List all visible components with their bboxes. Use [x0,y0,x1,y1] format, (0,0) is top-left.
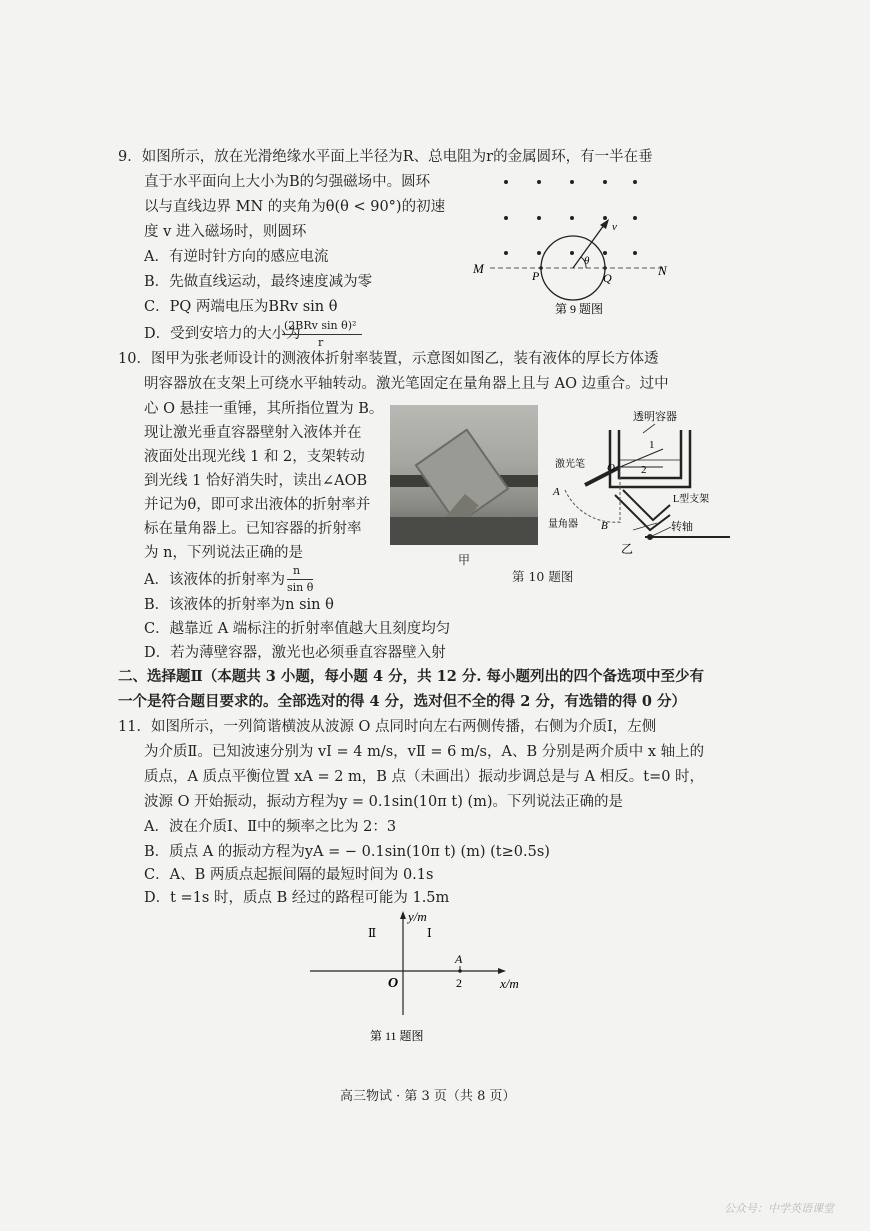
q11-option-a: A．波在介质Ⅰ、Ⅱ中的频率之比为 2：3 [144,819,397,835]
q10-line-8: 标在量角器上。已知容器的折射率 [144,521,362,537]
q10-line-3: 心 O 悬挂一重锤，其所指位置为 B。 [144,401,384,417]
q9-line-4: 度 v 进入磁场时，则圆环 [144,224,307,240]
q10-line-9: 为 n，下列说法正确的是 [144,545,303,561]
q9-line-2: 直于水平面向上大小为B的匀强磁场中。圆环 [144,174,431,190]
label-yi: 乙 [621,542,634,556]
label-v: v [612,221,617,233]
label-q: Q [603,271,612,285]
medium-1-label: Ⅰ [427,926,432,940]
ray-2-label: 2 [641,464,647,476]
label-container: 透明容器 [633,411,677,423]
label-jia: 甲 [458,553,471,567]
q9-option-c: C．PQ 两端电压为BRv sin θ [144,299,338,315]
origin-label: O [388,976,399,991]
q10-option-b: B．该液体的折射率为n sin θ [144,597,334,613]
medium-2-label: Ⅱ [368,926,377,940]
label-theta: θ [584,255,590,267]
velocity-arrow-head [600,219,609,229]
tick-2-label: 2 [456,976,462,990]
q9-option-a: A．有逆时针方向的感应电流 [144,249,329,265]
q10-a-denominator: sin θ [287,581,314,594]
q11-line-2: 为介质Ⅱ。已知波速分别为 vⅠ = 4 m/s，vⅡ = 6 m/s，A、B 分别是两介质中 x 轴上的 [144,744,705,760]
q10-schematic-yi [545,405,730,565]
y-axis-label: y/m [408,909,427,924]
label-n: N [658,263,667,278]
protractor-arc [565,490,620,522]
q11-figure [300,905,540,1055]
q10-line-1: 10．图甲为张老师设计的测液体折射率装置，示意图如图乙，装有液体的厚长方体透 [118,351,659,367]
q11-caption: 第 11 题图 [370,1029,424,1043]
q11-line-4: 波源 O 开始振动，振动方程为y = 0.1sin(10π t) (m)。下列说法正确的是 [144,794,624,810]
x-axis-label: x/m [500,976,519,991]
q11-option-c: C．A、B 两质点起振间隔的最短时间为 0.1s [144,867,434,883]
q10-option-d: D．若为薄壁容器，激光也必须垂直容器壁入射 [144,645,446,661]
q9-option-b: B．先做直线运动，最终速度减为零 [144,274,373,290]
magnetic-field-dots [504,180,637,255]
q9-d-denominator: r [318,336,324,349]
q9-line-3: 以与直线边界 MN 的夹角为θ(θ < 90°)的初速 [144,199,446,215]
q10-caption: 第 10 题图 [512,569,574,584]
ray-1-label: 1 [649,439,655,451]
q11-line-1: 11．如图所示，一列简谐横波从波源 O 点同时向左右两侧传播，右侧为介质Ⅰ，左侧 [118,719,657,735]
q9-line-1: 9．如图所示，放在光滑绝缘水平面上半径为R、总电阻为r的金属圆环，有一半在垂 [118,149,653,165]
q10-line-5: 液面处出现光线 1 和 2，支架转动 [144,449,365,465]
label-m: M [473,261,484,276]
label-laser: 激光笔 [555,459,585,470]
point-a-label: A [455,952,463,966]
watermark: 公众号：中学英语课堂 [724,1202,834,1215]
q9-d-numerator: (2BRv sin θ)² [284,319,357,332]
q10-option-c: C．越靠近 A 端标注的折射率值越大且刻度均匀 [144,621,451,637]
q10-a-numerator: n [293,564,301,577]
q11-option-d: D．t =1s 时，质点 B 经过的路程可能为 1.5m [144,890,450,906]
section-2-line-1: 二、选择题Ⅱ（本题共 3 小题，每小题 4 分，共 12 分. 每小题列出的四个备选项中至少有 [118,668,704,685]
q11-option-b: B．质点 A 的振动方程为yA = − 0.1sin(10π t) (m) (t≥0.5s) [144,844,550,860]
q10-line-4: 现让激光垂直容器壁射入液体并在 [144,425,362,441]
q9-figure [460,165,690,320]
q10-line-7: 并记为θ，即可求出液体的折射率并 [144,497,371,513]
l-bracket [615,490,670,530]
label-p: P [532,269,540,283]
q10-line-6: 到光线 1 恰好消失时，读出∠AOB [144,473,368,489]
label-b: B [601,520,608,532]
label-o: O [607,462,615,474]
photo-apparatus-jia [390,405,538,545]
q11-line-3: 质点，A 质点平衡位置 xA = 2 m，B 点（未画出）振动步调总是与 A 相反。t=0 时， [144,769,705,785]
q9-caption: 第 9 题图 [555,302,604,316]
section-2-line-2: 一个是符合题目要求的。全部选对的得 4 分，选对但不全的得 2 分，有选错的得 0 分） [118,693,687,710]
label-protractor: 量角器 [548,519,578,530]
q10-line-2: 明容器放在支架上可绕水平轴转动。激光笔固定在量角器上且与 AO 边重合。过中 [144,376,669,392]
q9-option-d: D．受到安培力的大小为 [144,326,301,342]
label-bracket: L型支架 [673,494,710,505]
label-a: A [553,486,560,498]
page-footer: 高三物试 · 第 3 页（共 8 页） [340,1089,516,1104]
label-axis: 转轴 [671,521,693,533]
q10-option-a: A．该液体的折射率为 [144,572,285,588]
